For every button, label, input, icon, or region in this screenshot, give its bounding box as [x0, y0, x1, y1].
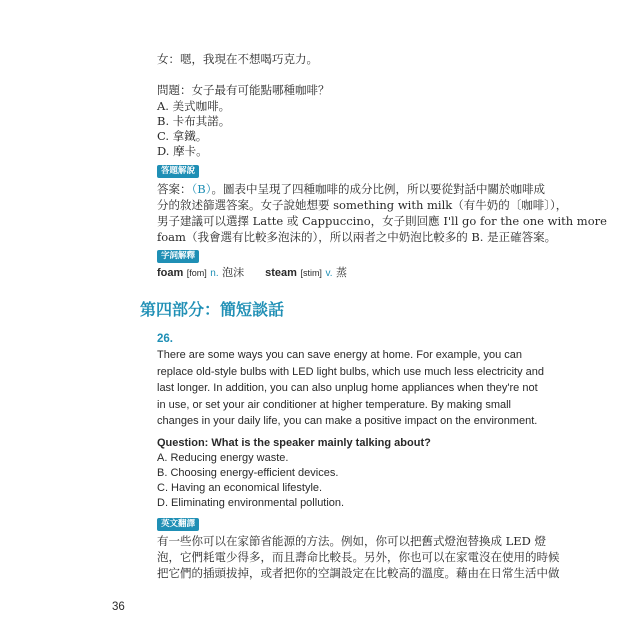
answer-prefix: 答案：: [157, 182, 192, 196]
option-b: B. Choosing energy-efficient devices.: [157, 467, 339, 479]
vocab-pron: [fom]: [186, 268, 207, 278]
question-text: Question: What is the speaker mainly talking about?: [157, 437, 431, 449]
vocab-meaning: 泡沫: [222, 266, 245, 279]
option-c: C. Having an economical lifestyle.: [157, 482, 323, 494]
passage-line: in use, or set your air conditioner at higher temperature. By making small: [157, 398, 511, 411]
page-number: 36: [112, 601, 125, 613]
answer-letter: （B）: [191, 182, 212, 196]
vocab-word: steam: [265, 267, 297, 279]
translation-tag: 英文翻譯: [157, 518, 199, 531]
vocab-pos: v.: [325, 268, 333, 279]
vocab-meaning: 蒸: [335, 266, 347, 279]
vocab-pos: n.: [210, 268, 219, 279]
translation-line-1: 有一些你可以在家節省能源的方法。例如，你可以把舊式燈泡替換成 LED 燈: [157, 534, 547, 548]
vocab-entries: [157, 264, 347, 280]
answer-line-4: foam（我會選有比較多泡沫的），所以兩者之中奶泡比較多的 B. 是正確答案。: [157, 230, 557, 244]
answer-line-2: 分的敘述篩選答案。女子說她想要 something with milk（有牛奶的〔咖啡〕），: [157, 198, 568, 212]
option-d: D. Eliminating environmental pollution.: [157, 497, 345, 509]
translation-line-2: 泡，它們耗電少得多，而且壽命比較長。另外，你也可以在家電沒在使用的時候: [157, 550, 560, 564]
answer-explanation-tag: 答題解說: [157, 165, 199, 178]
answer-text-1: 。圖表中呈現了四種咖啡的成分比例，所以要從對話中關於咖啡成: [211, 182, 545, 196]
passage: [157, 347, 545, 430]
option-b: B. 卡布其諾。: [157, 114, 231, 128]
passage-line: replace old-style bulbs with LED light bulbs, which use much less electricity and: [157, 365, 545, 378]
answer-line-3: 男子建議可以選擇 Latte 或 Cappuccino，女子則回應 I'll go for the one with more: [157, 214, 607, 228]
option-a: A. 美式咖啡。: [157, 99, 231, 113]
option-d: D. 摩卡。: [157, 144, 208, 158]
translation-line-3: 把它們的插頭拔掉，或者把你的空調設定在比較高的溫度。藉由在日常生活中做: [157, 566, 560, 580]
option-c: C. 拿鐵。: [157, 129, 208, 143]
question-number: 26.: [157, 333, 173, 345]
question-prompt: 問題：女子最有可能點哪種咖啡？: [157, 83, 330, 97]
passage-line: changes in your daily life, you can make a positive impact on the environment.: [157, 415, 538, 427]
passage-line: last longer. In addition, you can also unplug home appliances when they're not: [157, 382, 538, 394]
passage-line: There are some ways you can save energy at home. For example, you can: [157, 349, 523, 361]
answer-line-1: [157, 181, 545, 197]
vocab-tag: 字詞解釋: [157, 250, 199, 263]
vocab-pron: [stim]: [300, 268, 322, 278]
dialogue-line: 女：嗯，我現在不想喝巧克力。: [157, 52, 318, 66]
vocab-word: foam: [157, 267, 184, 279]
option-a: A. Reducing energy waste.: [157, 452, 289, 464]
part-heading: 第四部分：簡短談話: [140, 300, 285, 319]
